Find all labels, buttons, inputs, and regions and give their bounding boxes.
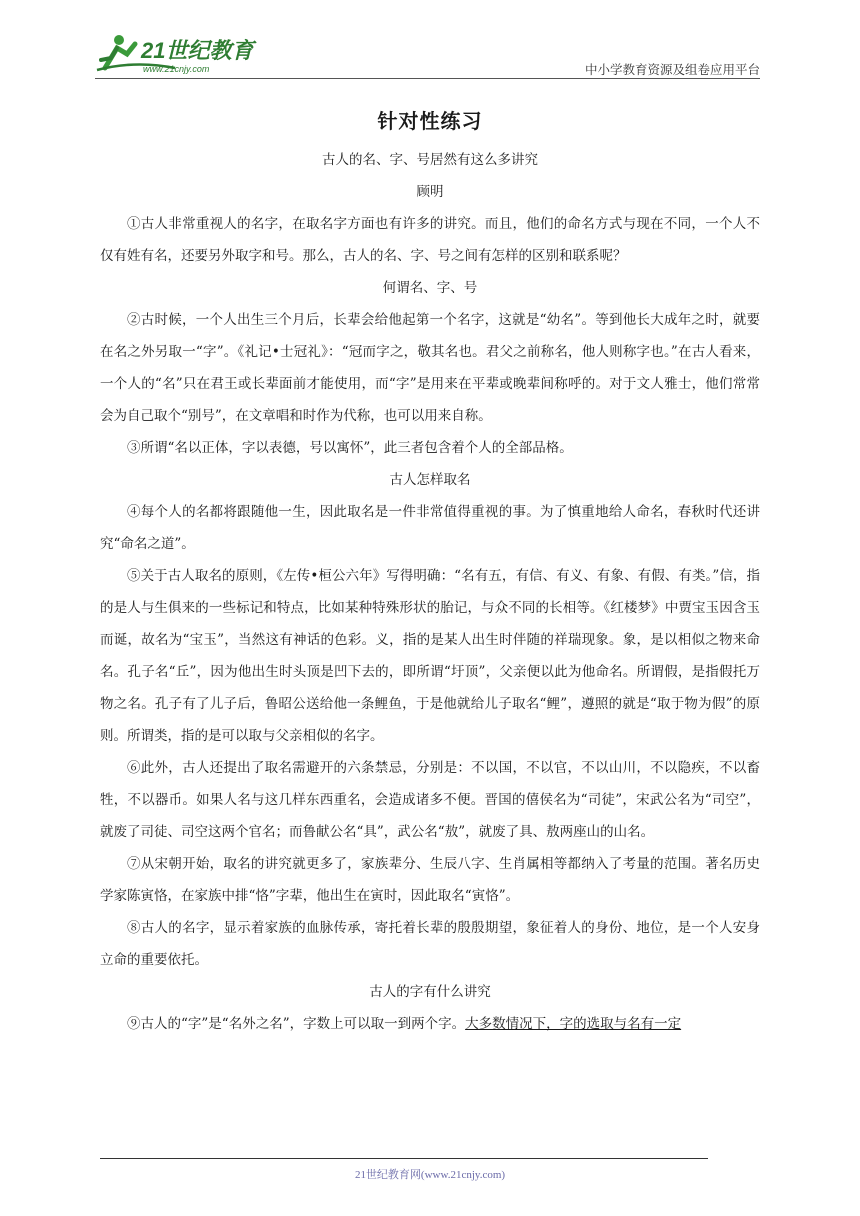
underlined-sentence: 大多数情况下，字的选取与名有一定: [465, 1016, 682, 1032]
article-title: 古人的名、字、号居然有这么多讲究: [322, 152, 538, 168]
svg-text:21世纪教育: 21世纪教育: [141, 38, 254, 63]
header-divider: [95, 78, 760, 79]
paragraph-6: ⑥此外，古人还提出了取名需避开的六条禁忌，分别是：不以国，不以官，不以山川，不以隐疾，不以畜牲，不以器币。如果人名与这几样东西重名，会造成诸多不便。晋国的僖侯名为“司徒”，宋武公名为“司空”，就废了司徒、司空这两个官名；而鲁献公名“具”，武公名“敖”，就废了具、敖两座山的山名。: [100, 760, 760, 840]
svg-text:www.21cnjy.com: www.21cnjy.com: [143, 64, 210, 74]
document-body: [100, 100, 760, 1040]
page-header: [95, 30, 760, 80]
section-heading-2: 古人怎样取名: [389, 472, 471, 488]
paragraph-9: [100, 1008, 760, 1040]
section-heading-1: 何谓名、字、号: [382, 280, 478, 296]
paragraph-5: ⑤关于古人取名的原则，《左传•桓公六年》写得明确：“名有五，有信、有义、有象、有假、有类。”信，指的是人与生俱来的一些标记和特点，比如某种特殊形状的胎记，与众不同的长相等。《红楼梦》中贾宝玉因含玉而诞，故名为“宝玉”，当然这有神话的色彩。义，指的是某人出生时伴随的祥瑞现象。象，是以相似之物来命名。孔子名“丘”，因为他出生时头顶是凹下去的，即所谓“圩顶”，父亲便以此为他命名。所谓假，是指假托万物之名。孔子有了儿子后，鲁昭公送给他一条鲤鱼，于是他就给儿子取名“鲤”，遵照的就是“取于物为假”的原则。所谓类，指的是可以取与父亲相似的名字。: [100, 568, 760, 744]
section-heading-3: 古人的字有什么讲究: [369, 984, 491, 1000]
paragraph-3: ③所谓“名以正体，字以表德，号以寓怀”，此三者包含着个人的全部品格。: [127, 440, 573, 456]
platform-name: 中小学教育资源及组卷应用平台: [584, 62, 760, 77]
page-title: 针对性练习: [377, 109, 483, 133]
paragraph-2: ②古时候，一个人出生三个月后，长辈会给他起第一个名字，这就是“幼名”。等到他长大成年之时，就要在名之外另取一“字”。《礼记•士冠礼》：“冠而字之，敬其名也。君父之前称名，他人则称字也。”在古人看来，一个人的“名”只在君王或长辈面前才能使用，而“字”是用来在平辈或晚辈间称呼的。对于文人雅士，他们常常会为自己取个“别号”，在文章唱和时作为代称，也可以用来自称。: [100, 312, 760, 424]
paragraph-4: ④每个人的名都将跟随他一生，因此取名是一件非常值得重视的事。为了慎重地给人命名，春秋时代还讲究“命名之道”。: [100, 504, 760, 552]
footer-divider: [100, 1158, 708, 1159]
paragraph-7: ⑦从宋朝开始，取名的讲究就更多了，家族辈分、生辰八字、生肖属相等都纳入了考量的范围。著名历史学家陈寅恪，在家族中排“恪”字辈，他出生在寅时，因此取名“寅恪”。: [100, 856, 760, 904]
article-author: 顾明: [416, 184, 444, 200]
paragraph-1: ①古人非常重视人的名字，在取名字方面也有许多的讲究。而且，他们的命名方式与现在不同，一个人不仅有姓有名，还要另外取字和号。那么，古人的名、字、号之间有怎样的区别和联系呢？: [100, 216, 760, 264]
page-footer: 21世纪教育网(www.21cnjy.com): [354, 1169, 506, 1181]
paragraph-8: ⑧古人的名字，显示着家族的血脉传承，寄托着长辈的殷殷期望，象征着人的身份、地位，是一个人安身立命的重要依托。: [100, 920, 760, 968]
paragraph-9-text: ⑨古人的“字”是“名外之名”，字数上可以取一到两个字。: [127, 1016, 466, 1032]
site-logo: [95, 30, 265, 76]
